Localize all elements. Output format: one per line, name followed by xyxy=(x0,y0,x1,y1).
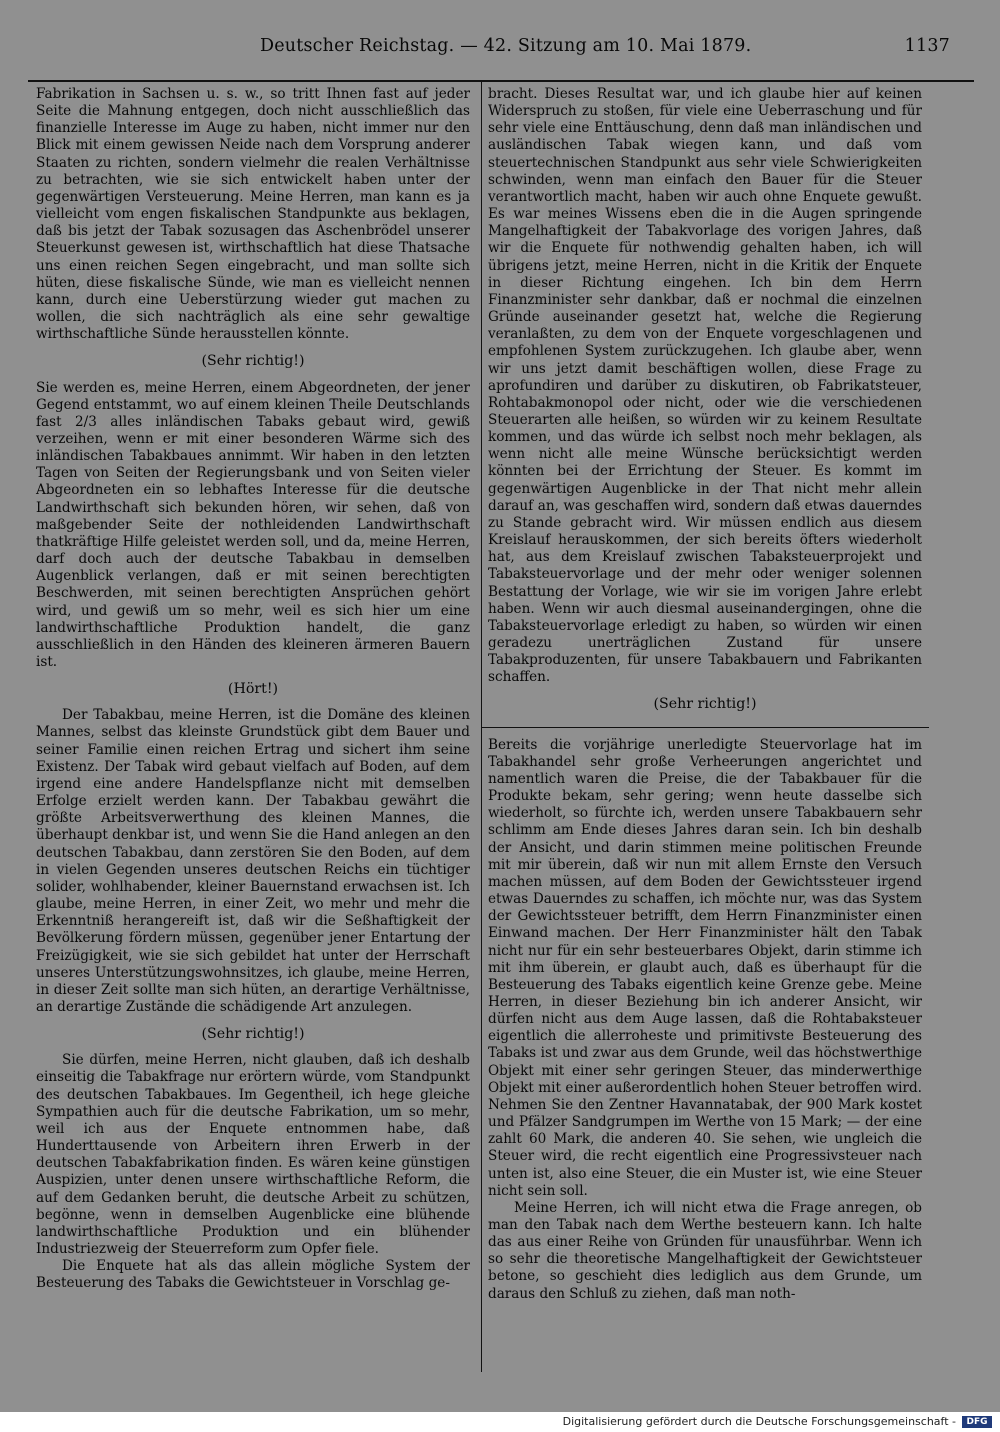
paragraph: Die Enquete hat als das allein mögliche System der Besteuerung des Tabaks die Gewichtsteuer in Vorschlag ge- xyxy=(36,1258,470,1292)
section-rule xyxy=(481,727,929,728)
interjection: (Hört!) xyxy=(227,681,279,698)
interjection: (Sehr richtig!) xyxy=(653,696,757,713)
digitization-footer xyxy=(0,1412,1000,1432)
interjection: (Sehr richtig!) xyxy=(201,353,305,370)
paragraph: Meine Herren, ich will nicht etwa die Frage anregen, ob man den Tabak nach dem Werthe besteuern kann. Ich halte das aus einer Reihe von Gründen für unausführbar. Wenn ich so sehr die theoretische Mangelhaftigkeit der Gewichtsteuer betone, so geschieht dies lediglich aus dem Grunde, um daraus den Schluß zu ziehen, daß man noth- xyxy=(488,1199,922,1302)
interjection: (Sehr richtig!) xyxy=(201,1026,305,1043)
paragraph: Bereits die vorjährige unerledigte Steuervorlage hat im Tabakhandel sehr große Verheerungen angerichtet und namentlich waren die Preise, die der Tabakbauer für die Produkte bekam, sehr gering; wenn heute dasselbe sich wiederholt, so fürchte ich, werden unsere Tabakbauern sehr schlimm am Ende dieses Jahres daran sein. Ich bin deshalb der Ansicht, und darin stimmen meine politischen Freunde mit mir überein, daß wir nun mit allem Ernste den Versuch machen müssen, auf dem Boden der Gewichtssteuer irgend etwas Dauerndes zu schaffen, ich möchte nur, was das System der Gewichtssteuer betrifft, dem Herrn Finanzminister einen Einwand machen. Der Herr Finanzminister hält den Tabak nicht nur für ein sehr besteuerbares Objekt, darin stimme ich mit ihm überein, er glaubt auch, daß es überhaupt für die Besteuerung des Tabaks eigentlich keine Grenze gebe. Meine Herren, in dieser Beziehung bin ich anderer Ansicht, wir dürfen nicht aus dem Auge lassen, daß die Rohtabaksteuer eigentlich die allerroheste und primitivste Besteuerung des Tabaks ist und zwar aus dem Grunde, weil das höchstwerthige Objekt mit einer sehr geringen Steuer, das minderwerthige Objekt mit einer außerordentlich hohen Steuer betroffen wird. Nehmen Sie den Zentner Havannatabak, der 900 Mark kostet und Pfälzer Sandgrumpen im Werthe von 15 Mark; — der eine zahlt 60 Mark, die anderen 40. Sie sehen, wie ungleich die Steuer wird, die recht eigentlich eine Progressivsteuer nach unten ist, also eine Steuer, die ein Muster ist, wie eine Steuer nicht sein soll. xyxy=(488,736,922,1199)
paragraph: Fabrikation in Sachsen u. s. w., so tritt Ihnen fast auf jeder Seite die Mahnung entgegen, doch nicht ausschließlich das finanzielle Interesse im Auge zu haben, nicht immer nur den Blick mit einem gewissen Neide nach dem Vorsprung anderer Staaten zu richten, sondern vielmehr die realen Verhältnisse zu betrachten, wie sie sich entwickelt haben unter der gegenwärtigen Versteuerung. Meine Herren, man kann es ja vielleicht vom engen fiskalischen Standpunkte aus beklagen, daß bis jetzt der Tabak sozusagen das Aschenbrödel unserer Steuerkunst gewesen ist, wirthschaftlich hat diese Thatsache uns einen reichen Segen eingebracht, und man sollte sich hüten, diese fiskalische Sünde, wie man es vielleicht nennen kann, durch eine Ueberstürzung wieder gut machen zu wollen, die sich nachträglich als eine sehr gewaltige wirthschaftliche Sünde herausstellen könnte. xyxy=(36,86,470,343)
paragraph: Sie dürfen, meine Herren, nicht glauben, daß ich deshalb einseitig die Tabakfrage nur erörtern würde, vom Standpunkt des deutschen Tabakbaues. Im Gegentheil, ich hege gleiche Sympathien auch für die deutsche Fabrikation, um so mehr, weil ich aus der Enquete entnommen habe, daß Hunderttausende von Arbeitern ihren Erwerb in der deutschen Tabakfabrikation finden. Es wären keine günstigen Auspizien, unter denen unsere wirthschaftliche Reform, die auf dem Gedanken beruht, die deutsche Arbeit zu schützen, begönne, wenn in demselben Augenblicke eine blühende landwirthschaftliche Produktion und ein blühender Industriezweig der Steuerreform zum Opfer fiele. xyxy=(36,1052,470,1257)
paragraph: Der Tabakbau, meine Herren, ist die Domäne des kleinen Mannes, selbst das kleinste Grundstück gibt dem Bauer und seiner Familie einen reichen Ertrag und sichert ihm seine Existenz. Der Tabak wird gebaut vielfach auf Boden, auf dem irgend eine andere Handelspflanze nicht mit demselben Erfolge erzielt werden kann. Der Tabakbau gewährt die größte Arbeitsverwerthung des kleinen Mannes, die überhaupt denkbar ist, und wenn Sie die Hand anlegen an den deutschen Tabakbau, dann zerstören Sie den Boden, auf dem in vielen Gegenden unseres deutschen Reichs ein tüchtiger solider, wohlhabender, kleiner Bauernstand erwachsen ist. Ich glaube, meine Herren, in einer Zeit, wo mehr und mehr die Erkenntniß herangereift ist, daß wir die Seßhaftigkeit der Bevölkerung fördern müssen, gegenüber jener Entartung der Freizügigkeit, wie sie sich gebildet hat unter der Herrschaft unseres Unterstützungswohnsitzes, ich glaube, meine Herren, in dieser Zeit sollte man sich hüten, an derartige Verhältnisse, an derartige Zustände die schädigende Art anzulegen. xyxy=(36,707,470,1015)
dfg-logo: DFG xyxy=(962,1416,992,1428)
right-column xyxy=(488,86,922,1303)
dfg-credit: Digitalisierung gefördert durch die Deutsche Forschungsgemeinschaft - xyxy=(562,1415,956,1428)
header-rule xyxy=(28,80,974,82)
page-number: 1137 xyxy=(904,36,950,56)
paragraph: Sie werden es, meine Herren, einem Abgeordneten, der jener Gegend entstammt, wo auf einem kleinen Theile Deutschlands fast 2/3 alles inländischen Tabaks gebaut wird, gewiß verzeihen, wenn er mit einer besonderen Wärme sich des inländischen Tabakbaues annimmt. Wir haben in den letzten Tagen von Seiten der Regierungsbank und von Seiten vieler Abgeordneten ein so lebhaftes Interesse für die deutsche Landwirthschaft sich bekunden hören, wir sehen, daß von maßgebender Seite der nothleidenden Landwirthschaft thatkräftige Hilfe geleistet werden soll, und da, meine Herren, darf doch auch der deutsche Tabakbau in demselben Augenblick verlangen, daß er mit seinen berechtigten Beschwerden, mit seinen berechtigten Ansprüchen gehört wird, und gewiß um so mehr, weil es sich hier um eine landwirthschaftliche Produktion handelt, die ganz ausschließlich in den Händen des kleineren ärmeren Bauern ist. xyxy=(36,379,470,670)
running-title: Deutscher Reichstag. — 42. Sitzung am 10. Mai 1879. xyxy=(260,36,752,56)
page-header xyxy=(250,36,950,64)
left-column xyxy=(36,86,470,1292)
paragraph: bracht. Dieses Resultat war, und ich glaube hier auf keinen Widerspruch zu stoßen, für viele eine Ueberraschung und für sehr viele eine Enttäuschung, denn daß man inländischen und ausländischen Tabak wiegen kann, und daß vom steuertechnischen Standpunkt aus sehr viele Schwierigkeiten schwinden, wenn man einfach den Bauer für die Steuer verantwortlich macht, haben wir auch ohne Enquete gewußt. Es war meines Wissens eben die in die Augen springende Mangelhaftigkeit der Tabakvorlage des vorigen Jahres, daß wir die Enquete für nothwendig gehalten haben, ich will übrigens jetzt, meine Herren, nicht in die Kritik der Enquete in dieser Richtung eingehen. Ich bin dem Herrn Finanzminister sehr dankbar, daß er nochmal die einzelnen Gründe auseinander gesetzt hat, welche die Regierung veranlaßten, zu dem von der Enquete vorgeschlagenen und empfohlenen System zurückzugehen. Ich glaube aber, wenn wir uns jetzt damit beschäftigen wollen, diese Frage zu aprofundiren und darüber zu diskutiren, ob Fabrikatsteuer, Rohtabakmonopol oder nicht, oder wie die verschiedenen Steuerarten alle heißen, so würden wir zu keinem Resultate kommen, und das würde ich selbst noch mehr beklagen, als wenn nicht alle meine Wünsche berücksichtigt werden könnten bei der Errichtung der Steuer. Es kommt im gegenwärtigen Augenblicke in der That nicht mehr allein darauf an, was geschaffen wird, sondern daß etwas dauerndes zu Stande gebracht wird. Wir müssen endlich aus diesem Kreislauf herauskommen, der sich bereits öfters wiederholt hat, aus dem Kreislauf zwischen Tabaksteuerprojekt und Tabaksteuervorlage und der mehr oder weniger solennen Bestattung der Vorlage, wie wir sie im vorigen Jahre erlebt haben. Wenn wir auch diesmal auseinandergingen, ohne die Tabaksteuervorlage erledigt zu haben, so würden wir einen geradezu unerträglichen Zustand für unsere Tabakproduzenten, für unsere Tabakbauern und Fabrikanten schaffen. xyxy=(488,86,922,686)
